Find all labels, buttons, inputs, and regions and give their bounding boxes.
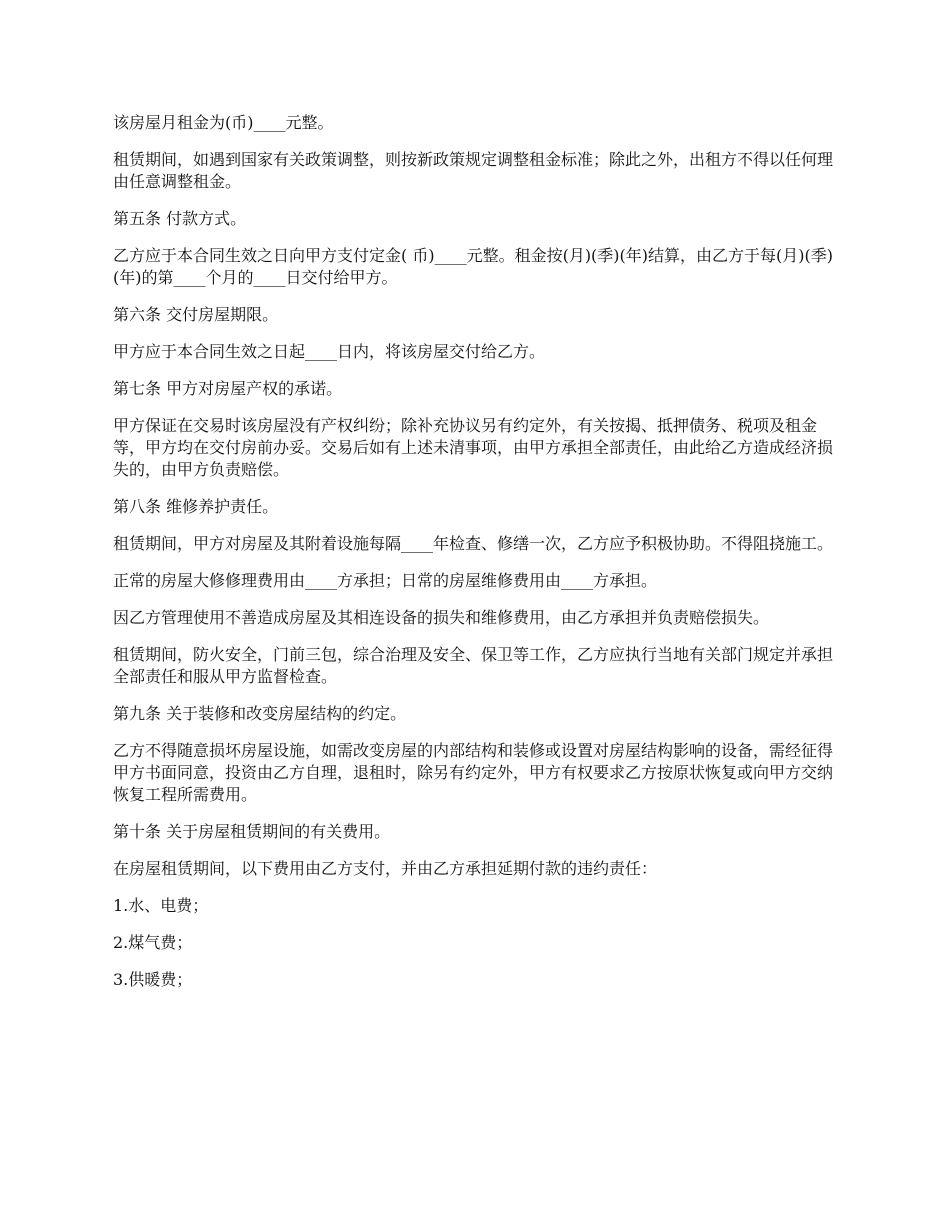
tenant-damage-paragraph: 因乙方管理使用不善造成房屋及其相连设备的损失和维修费用，由乙方承担并负责赔偿损失。 [113,608,770,627]
fees-intro-paragraph: 在房屋租赁期间，以下费用由乙方支付，并由乙方承担延期付款的违约责任： [113,859,658,878]
fee-item-2: 2.煤气费； [113,933,193,952]
delivery-deadline-paragraph: 甲方应于本合同生效之日起____日内，将该房屋交付给乙方。 [113,342,546,361]
document-body [113,112,843,1006]
article-9-heading: 第九条 关于装修和改变房屋结构的约定。 [113,704,407,723]
article-6-heading: 第六条 交付房屋期限。 [113,305,279,324]
article-7-heading: 第七条 甲方对房屋产权的承诺。 [113,379,343,398]
repair-costs-paragraph: 正常的房屋大修修理费用由____方承担；日常的房屋维修费用由____方承担。 [113,571,658,590]
fee-item-3: 3.供暖费； [113,970,193,989]
safety-duties-paragraph: 租赁期间，防火安全，门前三包，综合治理及安全、保卫等工作，乙方应执行当地有关部门规定并承担全部责任和服从甲方监督检查。 [113,645,834,686]
article-8-heading: 第八条 维修养护责任。 [113,497,279,516]
property-rights-paragraph: 甲方保证在交易时该房屋没有产权纠纷；除补充协议另有约定外，有关按揭、抵押债务、税项及租金等，甲方均在交付房前办妥。交易后如有上述未清事项，由甲方承担全部责任，由此给乙方造成经济损失的，由甲方负责赔偿。 [113,416,834,479]
article-10-heading: 第十条 关于房屋租赁期间的有关费用。 [113,822,391,841]
payment-terms-paragraph: 乙方应于本合同生效之日向甲方支付定金( 币)____元整。租金按(月)(季)(年)结算，由乙方于每(月)(季)(年)的第____个月的____日交付给甲方。 [113,246,833,287]
renovation-paragraph: 乙方不得随意损坏房屋设施，如需改变房屋的内部结构和装修或设置对房屋结构影响的设备，需经征得甲方书面同意，投资由乙方自理，退租时，除另有约定外，甲方有权要求乙方按原状恢复或向甲方交纳恢复工程所需费用。 [113,741,834,804]
article-5-heading: 第五条 付款方式。 [113,209,247,228]
rent-amount-paragraph: 该房屋月租金为(币)____元整。 [113,113,334,132]
fee-item-1: 1.水、电费； [113,896,209,915]
rent-adjustment-paragraph: 租赁期间，如遇到国家有关政策调整，则按新政策规定调整租金标准；除此之外，出租方不得以任何理由任意调整租金。 [113,150,834,191]
inspection-paragraph: 租赁期间，甲方对房屋及其附着设施每隔____年检查、修缮一次，乙方应予积极协助。不得阻挠施工。 [113,534,834,553]
